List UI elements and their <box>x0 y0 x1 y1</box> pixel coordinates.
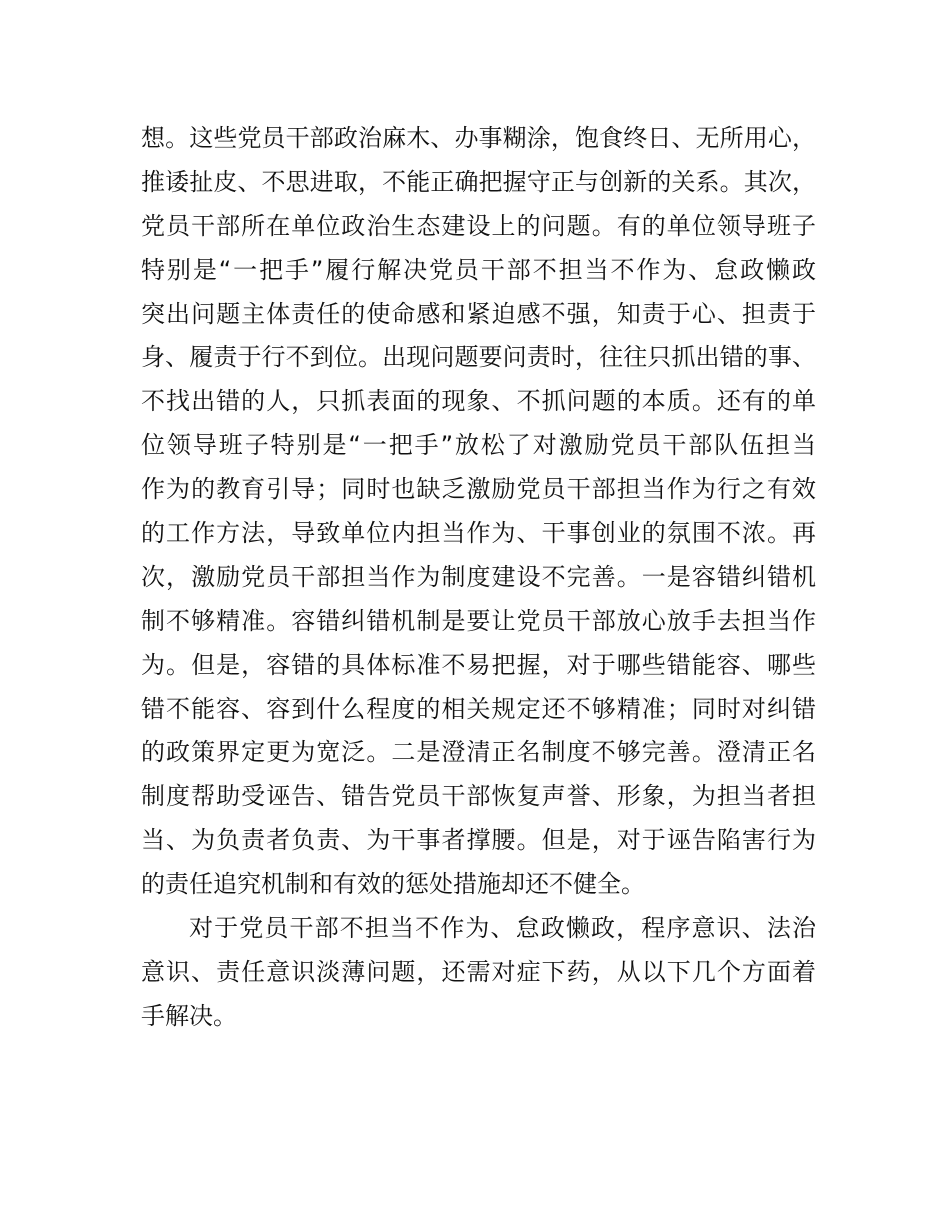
text-line: 党员干部所在单位政治生态建设上的问题。有的单位领导班子 <box>141 211 816 240</box>
text-line: 错不能容、容到什么程度的相关规定还不够精准；同时对纠错 <box>141 694 816 723</box>
text-line: 位领导班子特别是“一把手”放松了对激励党员干部队伍担当 <box>141 431 816 460</box>
text-line: 推诿扯皮、不思进取，不能正确把握守正与创新的关系。其次， <box>141 167 816 196</box>
text-line: 手解决。 <box>141 1001 237 1030</box>
text-line: 突出问题主体责任的使命感和紧迫感不强，知责于心、担责于 <box>141 299 816 328</box>
text-line: 不找出错的人，只抓表面的现象、不抓问题的本质。还有的单 <box>141 387 816 416</box>
text-line: 为。但是，容错的具体标准不易把握，对于哪些错能容、哪些 <box>141 650 816 679</box>
text-line: 的工作方法，导致单位内担当作为、干事创业的氛围不浓。再 <box>141 519 816 548</box>
paragraph-1 <box>141 117 816 907</box>
text-line: 的责任追究机制和有效的惩处措施却还不健全。 <box>141 870 645 899</box>
text-line: 意识、责任意识淡薄问题，还需对症下药，从以下几个方面着 <box>141 957 816 986</box>
text-line: 制度帮助受诬告、错告党员干部恢复声誉、形象，为担当者担 <box>141 782 816 811</box>
text-line: 当、为负责者负责、为干事者撑腰。但是，对于诬告陷害行为 <box>141 826 816 855</box>
text-line: 对于党员干部不担当不作为、怠政懒政，程序意识、法治 <box>189 914 816 942</box>
text-line: 次，激励党员干部担当作为制度建设不完善。一是容错纠错机 <box>141 562 816 591</box>
text-line: 的政策界定更为宽泛。二是澄清正名制度不够完善。澄清正名 <box>141 738 816 767</box>
text-line: 特别是“一把手”履行解决党员干部不担当不作为、怠政懒政 <box>141 255 816 284</box>
text-line: 想。这些党员干部政治麻木、办事糊涂，饱食终日、无所用心， <box>141 124 816 152</box>
text-line: 制不够精准。容错纠错机制是要让党员干部放心放手去担当作 <box>141 606 816 635</box>
text-line: 作为的教育引导；同时也缺乏激励党员干部担当作为行之有效 <box>141 475 816 504</box>
text-line: 身、履责于行不到位。出现问题要问责时，往往只抓出错的事、 <box>141 343 816 372</box>
paragraph-2 <box>141 907 816 1039</box>
